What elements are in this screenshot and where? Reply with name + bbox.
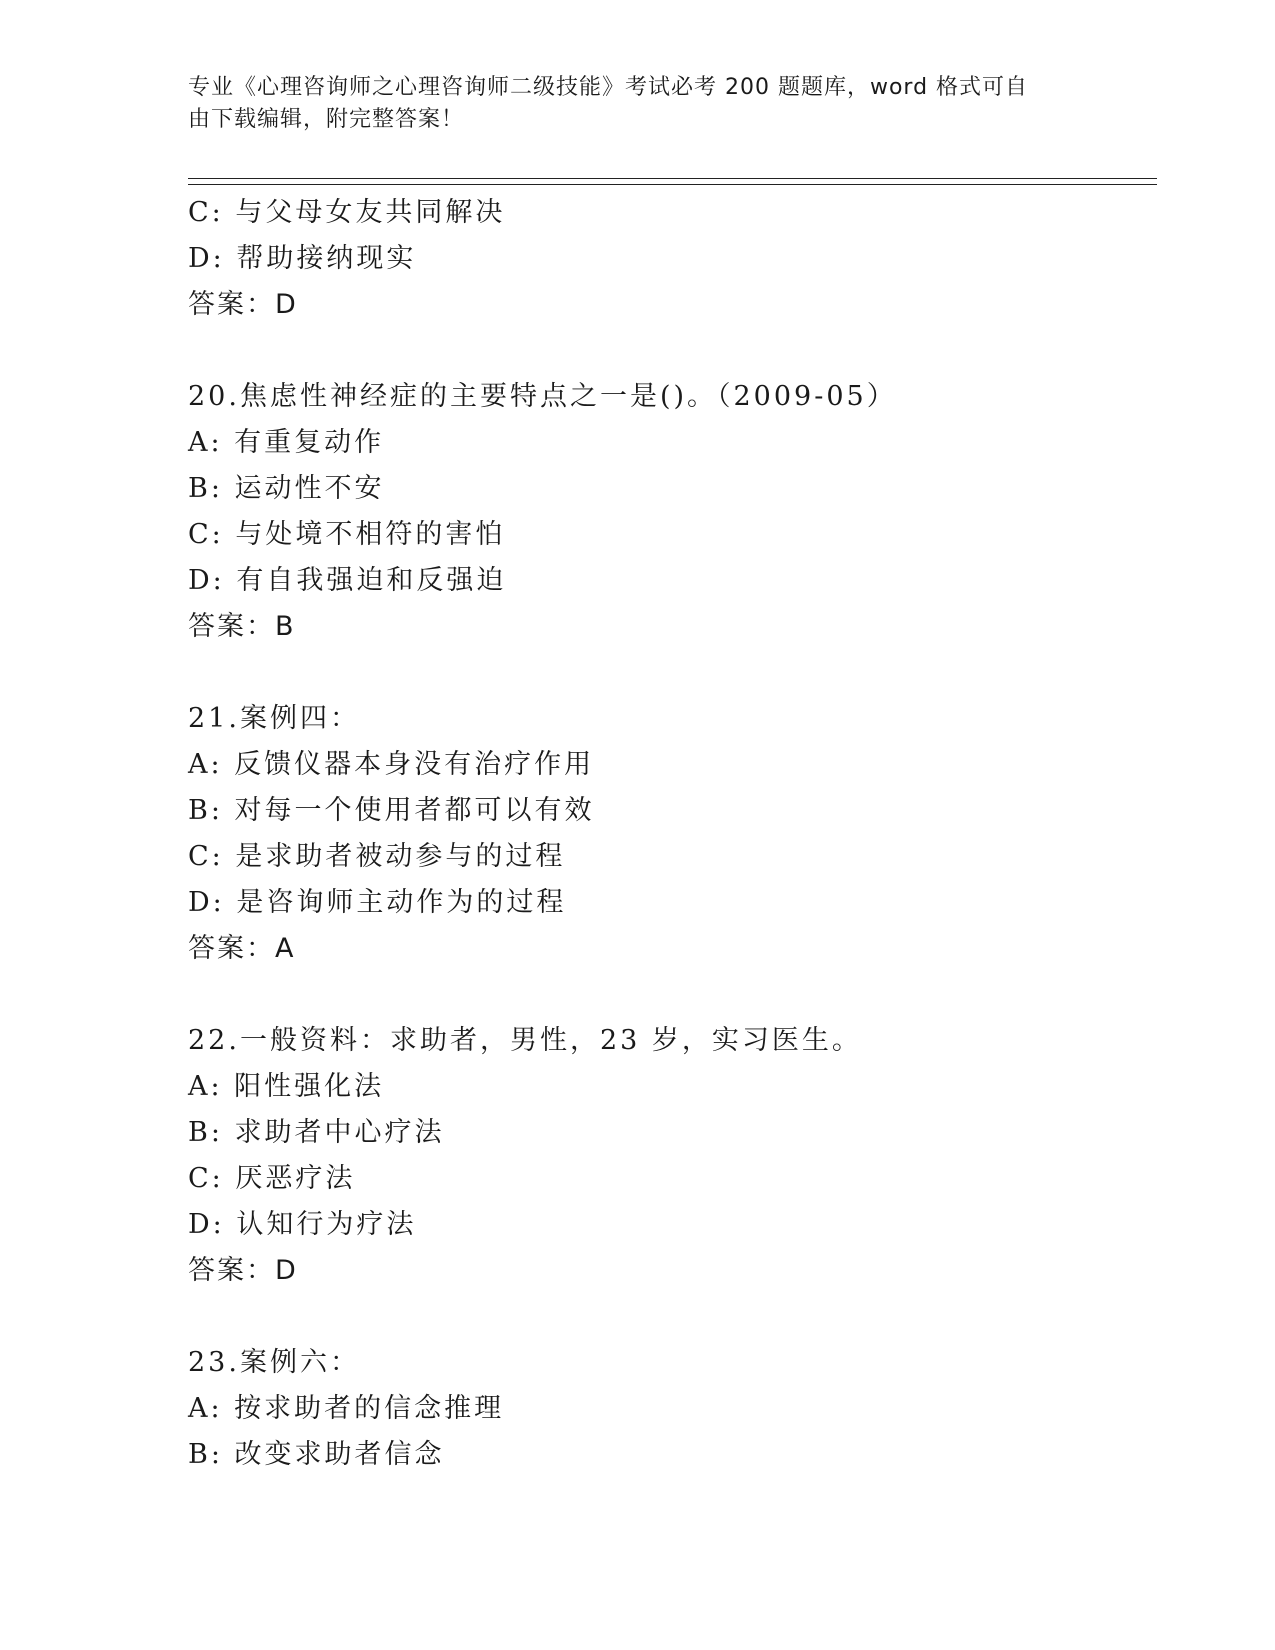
- option-a: A: 按求助者的信念推理: [188, 1393, 505, 1424]
- question-list: [188, 190, 1148, 1478]
- spacer: [188, 972, 1148, 1018]
- header-line-1: 专业《心理咨询师之心理咨询师二级技能》考试必考 200 题题库，word 格式可自: [188, 75, 1029, 100]
- document-header: [188, 72, 1068, 136]
- option-d: D: 有自我强迫和反强迫: [188, 565, 507, 596]
- header-line-2: 由下载编辑，附完整答案！: [188, 107, 465, 132]
- answer-line: 答案：B: [188, 611, 296, 642]
- spacer: [188, 328, 1148, 374]
- answer-line: 答案：D: [188, 289, 298, 320]
- spacer: [188, 650, 1148, 696]
- option-c: C: 与处境不相符的害怕: [188, 519, 506, 550]
- option-d: D: 帮助接纳现实: [188, 243, 417, 274]
- option-c: C: 厌恶疗法: [188, 1163, 356, 1194]
- option-d: D: 认知行为疗法: [188, 1209, 417, 1240]
- spacer: [188, 1294, 1148, 1340]
- option-b: B: 对每一个使用者都可以有效: [188, 795, 595, 826]
- answer-line: 答案：D: [188, 1255, 298, 1286]
- question-stem: 22.一般资料：求助者，男性，23 岁，实习医生。: [188, 1025, 862, 1056]
- option-d: D: 是咨询师主动作为的过程: [188, 887, 567, 918]
- option-a: A: 反馈仪器本身没有治疗作用: [188, 749, 595, 780]
- option-a: A: 阳性强化法: [188, 1071, 385, 1102]
- question-stem: 20.焦虑性神经症的主要特点之一是()。（2009-05）: [188, 381, 897, 412]
- option-b: B: 改变求助者信念: [188, 1439, 445, 1470]
- option-b: B: 运动性不安: [188, 473, 385, 504]
- option-c: C: 是求助者被动参与的过程: [188, 841, 566, 872]
- option-c: C: 与父母女友共同解决: [188, 197, 506, 228]
- answer-line: 答案：A: [188, 933, 296, 964]
- option-b: B: 求助者中心疗法: [188, 1117, 445, 1148]
- header-divider-top: [188, 178, 1157, 179]
- option-a: A: 有重复动作: [188, 427, 385, 458]
- header-divider-bottom: [188, 184, 1157, 185]
- question-stem: 21.案例四：: [188, 703, 360, 734]
- question-stem: 23.案例六：: [188, 1347, 360, 1378]
